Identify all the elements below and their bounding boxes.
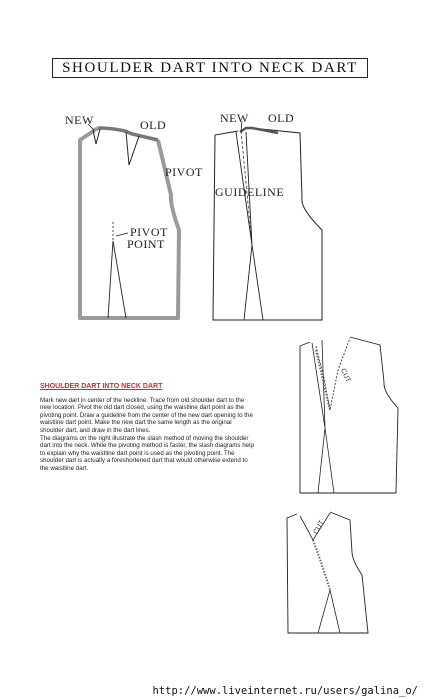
label-pivot-point-2: POINT [127, 237, 165, 251]
label-pivot-point-1: PIVOT [130, 225, 168, 239]
page-title: SHOULDER DART INTO NECK DART [52, 58, 368, 78]
label-pivot: PIVOT [165, 165, 203, 179]
right-bodice-diagram [213, 121, 322, 320]
text-line: shoulder dart, and draw in the dart lines. [40, 426, 151, 434]
label-new-right: NEW [220, 111, 249, 125]
label-old-left: OLD [140, 118, 167, 132]
slash-diagram-upper [300, 337, 398, 493]
label-old-right: OLD [268, 111, 295, 125]
label-cut-upper: CUT [338, 367, 352, 384]
label-new-left: NEW [65, 113, 94, 127]
text-line: new location. Pivot the old dart closed, using the waistline dart point as the [40, 404, 244, 412]
text-line: Mark new dart in center of the neckline. Trace from old shoulder dart to the [40, 396, 245, 404]
text-line: pivoting point. Draw a guideline from the center of the new dart opening to the [40, 411, 253, 419]
slash-diagram-lower [287, 512, 368, 633]
text-line: the waistline dart. [40, 464, 89, 472]
text-line: to explain why the waistline dart point is used as the pivoting point. The [40, 449, 235, 457]
text-line: shoulder dart is actually a foreshortened dart that would otherwise extend to [40, 457, 248, 465]
text-line: waistline dart point. Make the new dart the same length as the original [40, 419, 232, 427]
source-url[interactable]: http://www.liveinternet.ru/users/galina_o/ [152, 685, 418, 697]
label-guideline: GUIDELINE [215, 185, 285, 199]
instruction-text [40, 383, 295, 473]
label-cut-lower: CUT [312, 519, 326, 536]
left-bodice-diagram [80, 124, 179, 318]
text-heading: SHOULDER DART INTO NECK DART [40, 383, 163, 390]
text-line: The diagrams on the right illustrate the slash method of moving the shoulder [40, 434, 249, 442]
text-line: dart into the neck. While the pivoting method is faster, the slash diagrams help [40, 442, 254, 450]
